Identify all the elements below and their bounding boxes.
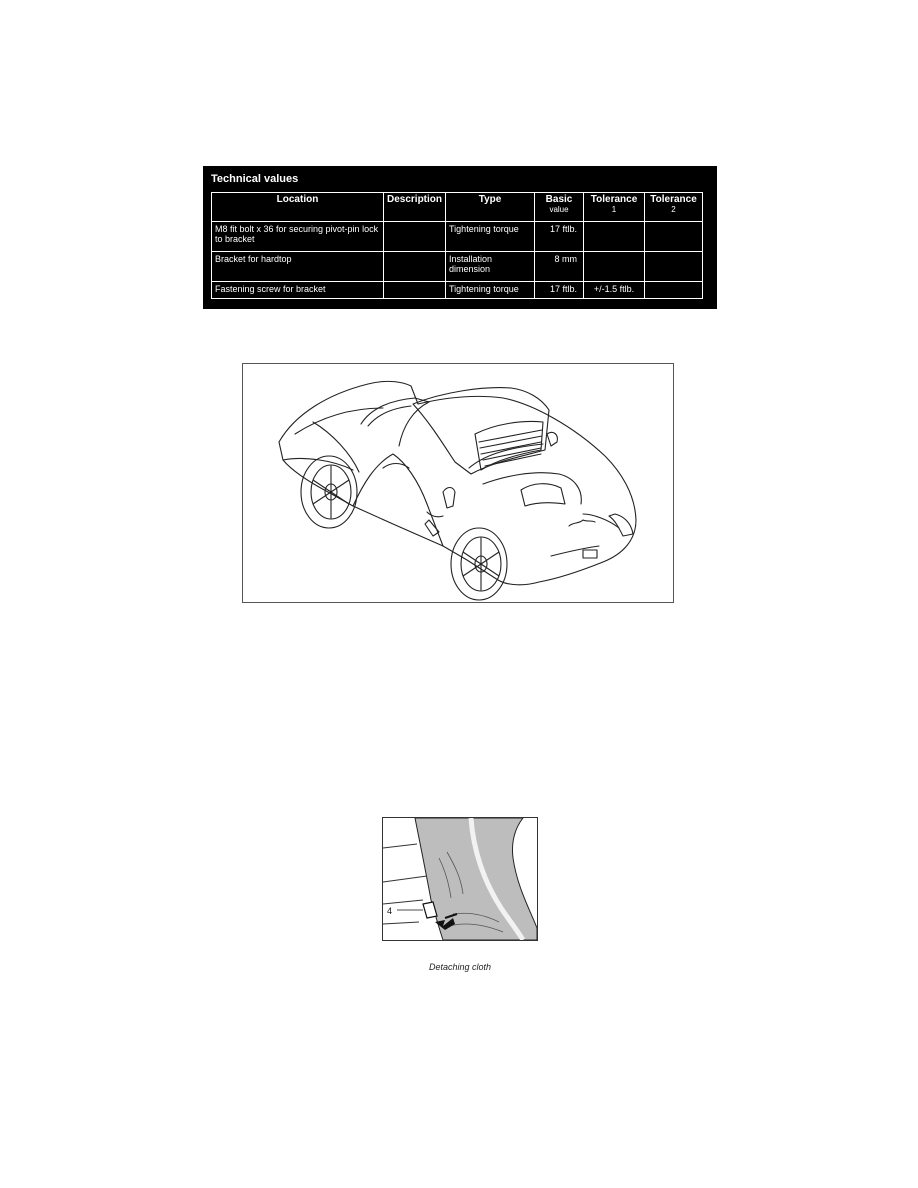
callout-number: 4 <box>387 906 393 916</box>
cell-tolerance-1 <box>584 222 645 252</box>
header-tolerance-2: Tolerance 2 <box>645 193 703 222</box>
cell-description <box>384 222 446 252</box>
table-row <box>212 222 703 252</box>
cell-basic-value: 8 mm <box>535 252 584 282</box>
figure-caption: Detaching cloth <box>428 962 492 972</box>
car-illustration-figure <box>242 363 674 603</box>
header-tolerance-1: Tolerance 1 <box>584 193 645 222</box>
technical-values-table <box>211 192 703 299</box>
technical-values-title: Technical values <box>211 173 299 185</box>
car-line-drawing <box>243 364 673 602</box>
cloth-line-drawing <box>383 818 537 940</box>
cell-tolerance-1: +/-1.5 ftlb. <box>584 282 645 299</box>
header-type: Type <box>446 193 535 222</box>
technical-values-panel <box>203 166 717 309</box>
detaching-cloth-figure <box>382 817 538 941</box>
table-row <box>212 252 703 282</box>
header-location: Location <box>212 193 384 222</box>
cell-location: M8 fit bolt x 36 for securing pivot-pin lock to bracket <box>212 222 384 252</box>
cell-description <box>384 282 446 299</box>
cell-type: Installation dimension <box>446 252 535 282</box>
header-basic-value: Basic value <box>535 193 584 222</box>
cell-type: Tightening torque <box>446 222 535 252</box>
cell-location: Fastening screw for bracket <box>212 282 384 299</box>
cell-location: Bracket for hardtop <box>212 252 384 282</box>
cell-tolerance-2 <box>645 282 703 299</box>
cell-basic-value: 17 ftlb. <box>535 282 584 299</box>
cell-description <box>384 252 446 282</box>
cell-tolerance-2 <box>645 222 703 252</box>
cell-type: Tightening torque <box>446 282 535 299</box>
cell-basic-value: 17 ftlb. <box>535 222 584 252</box>
cell-tolerance-1 <box>584 252 645 282</box>
cell-tolerance-2 <box>645 252 703 282</box>
header-description: Description <box>384 193 446 222</box>
table-row <box>212 282 703 299</box>
table-header-row <box>212 193 703 222</box>
